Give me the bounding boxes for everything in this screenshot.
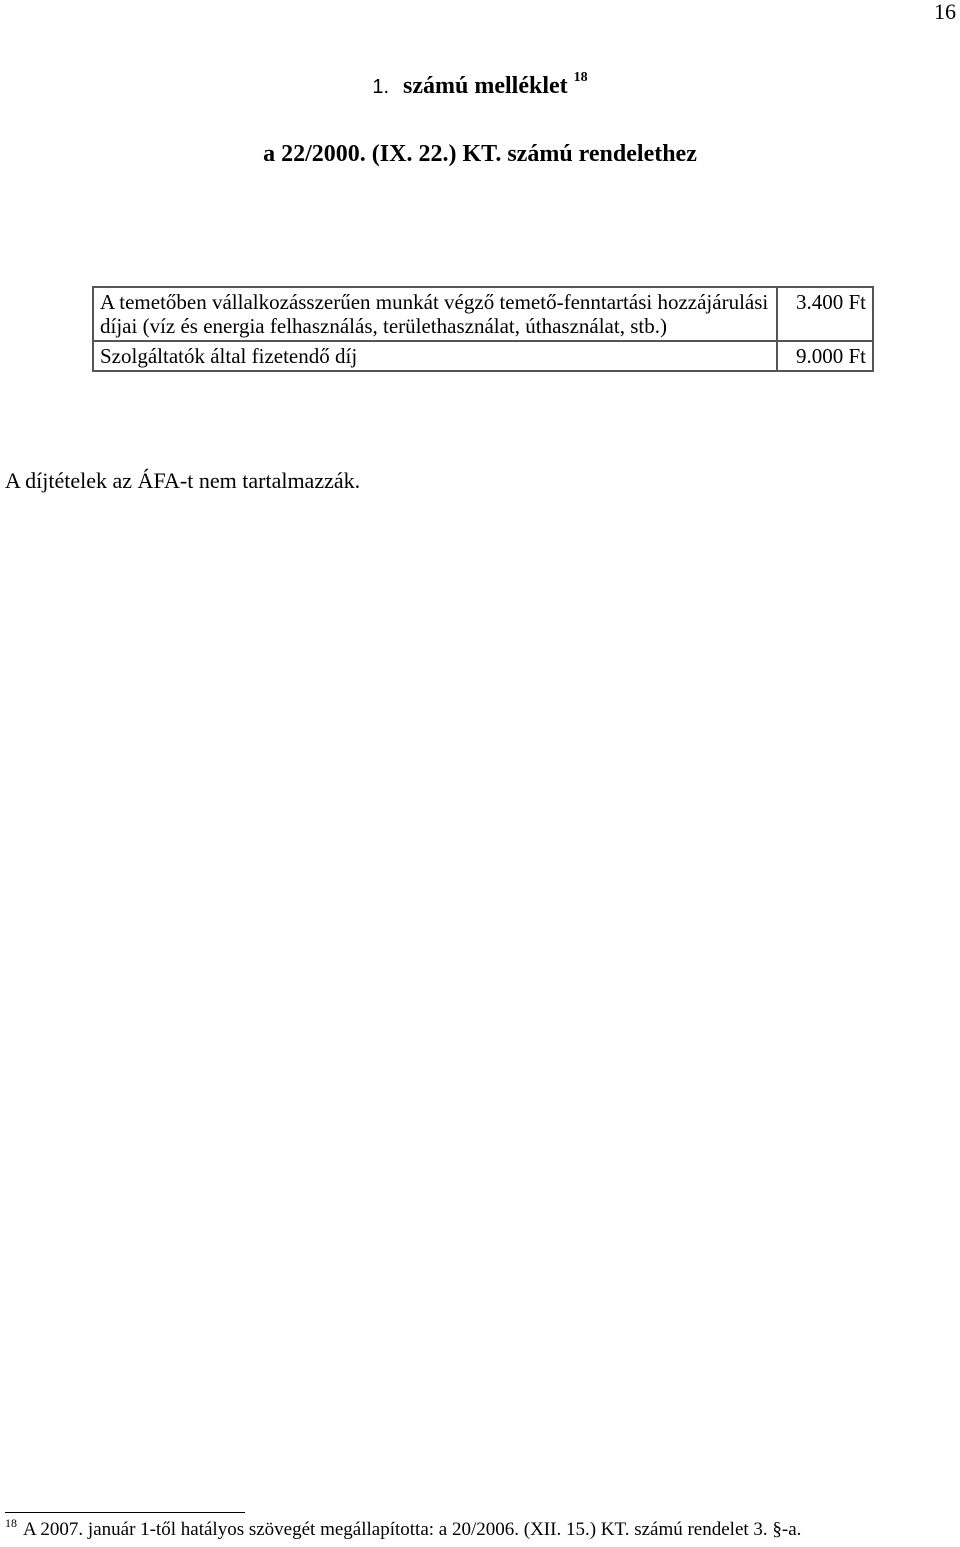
footnote bbox=[5, 1517, 801, 1543]
annex-title bbox=[0, 70, 960, 103]
footnote-text: A 2007. január 1-től hatályos szövegét megállapította: a 20/2006. (XII. 15.) KT. számú rendelet 3. §-a. bbox=[23, 1519, 802, 1540]
annex-subtitle: a 22/2000. (IX. 22.) KT. számú rendelethez bbox=[263, 141, 697, 167]
footnote-divider bbox=[5, 1512, 245, 1513]
footnote-marker: 18 bbox=[5, 1516, 17, 1530]
page-number: 16 bbox=[934, 0, 956, 24]
fee-amount: 3.400 Ft bbox=[777, 287, 873, 341]
table-row bbox=[93, 287, 873, 341]
fee-amount: 9.000 Ft bbox=[777, 341, 873, 371]
annex-number: 1. bbox=[372, 76, 390, 98]
fee-table bbox=[92, 286, 874, 372]
footnote-reference[interactable]: 18 bbox=[573, 70, 588, 85]
vat-note: A díjtételek az ÁFA-t nem tartalmazzák. bbox=[5, 468, 361, 493]
table-row bbox=[93, 341, 873, 371]
fee-description: Szolgáltatók által fizetendő díj bbox=[93, 341, 777, 371]
fee-description: A temetőben vállalkozásszerűen munkát végző temető-fenntartási hozzájárulási díjai (víz és energia felhasználás, területhasználat, úthasználat, stb.) bbox=[93, 287, 777, 341]
annex-title-text: számú melléklet bbox=[403, 73, 568, 99]
